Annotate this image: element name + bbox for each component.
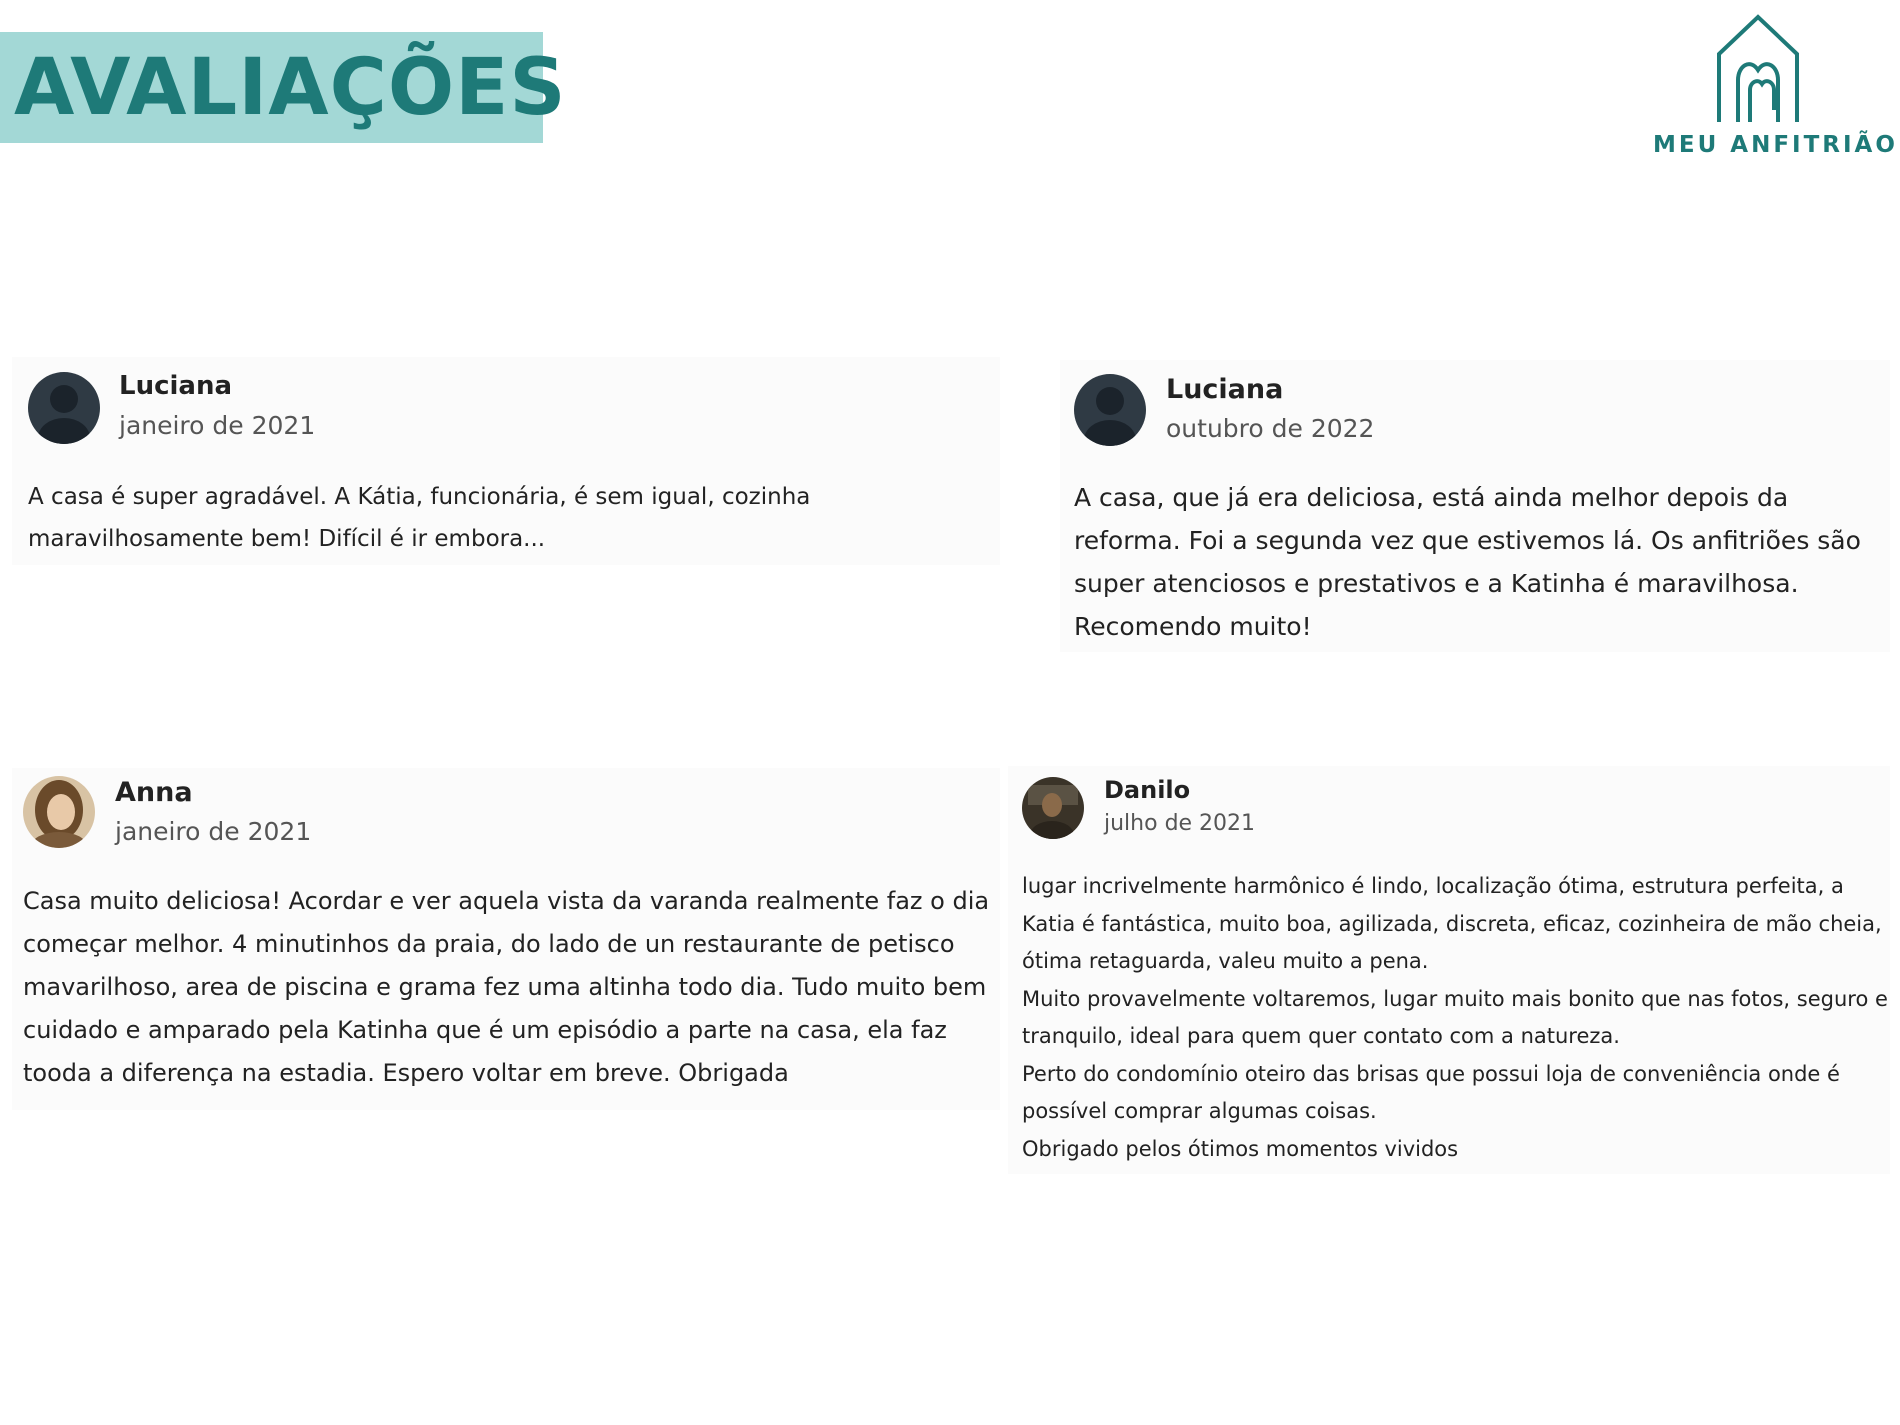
brand-name: MEU ANFITRIÃO xyxy=(1653,132,1898,158)
review-card xyxy=(12,768,1000,1110)
review-card xyxy=(1008,766,1890,1174)
default-user-icon xyxy=(28,372,100,444)
review-text: lugar incrivelmente harmônico é lindo, localização ótima, estrutura perfeita, a Katia é fantástica, muito boa, agilizada, discreta, eficaz, cozinheira de mão cheia, ótima retaguarda, valeu muito a pena. Muito provavelmente voltaremos, lugar muito mais bonito que nas fotos, seguro e tranquilo, ideal para quem quer contato com a natureza. Perto do condomínio oteiro das brisas que possui loja de conveniência onde é possível comprar algumas coisas. Obrigado pelos ótimos momentos vividos xyxy=(1022,874,1888,1161)
brand-logo xyxy=(1645,14,1898,164)
review-card xyxy=(1060,360,1890,652)
review-date: julho de 2021 xyxy=(1104,811,1256,836)
house-owl-logo-icon xyxy=(1716,14,1800,124)
reviewer-name: Luciana xyxy=(119,371,233,401)
review-date: outubro de 2022 xyxy=(1166,414,1375,443)
review-text: A casa é super agradável. A Kátia, funcionária, é sem igual, cozinha maravilhosamente bem! Difícil é ir embora... xyxy=(28,484,811,552)
reviewer-name: Anna xyxy=(115,777,193,808)
review-text: A casa, que já era deliciosa, está ainda melhor depois da reforma. Foi a segunda vez que estivemos lá. Os anfitriões são super atenciosos e prestativos e a Katinha é maravilhosa. Recomendo muito! xyxy=(1074,483,1861,641)
user-photo xyxy=(1022,777,1084,839)
review-card xyxy=(12,357,1000,565)
reviewer-name: Luciana xyxy=(1166,374,1284,405)
user-photo xyxy=(23,776,95,848)
default-user-icon xyxy=(1074,374,1146,446)
review-date: janeiro de 2021 xyxy=(115,817,312,846)
review-text: Casa muito deliciosa! Acordar e ver aquela vista da varanda realmente faz o dia começar melhor. 4 minutinhos da praia, do lado de un restaurante de petisco mavarilhoso, area de piscina e grama fez uma altinha todo dia. Tudo muito bem cuidado e amparado pela Katinha que é um episódio a parte na casa, ela faz tooda a diferença na estadia. Espero voltar em breve. Obrigada xyxy=(23,887,990,1087)
review-date: janeiro de 2021 xyxy=(119,411,316,440)
reviewer-name: Danilo xyxy=(1104,776,1191,804)
page-title: AVALIAÇÕES xyxy=(14,43,567,133)
